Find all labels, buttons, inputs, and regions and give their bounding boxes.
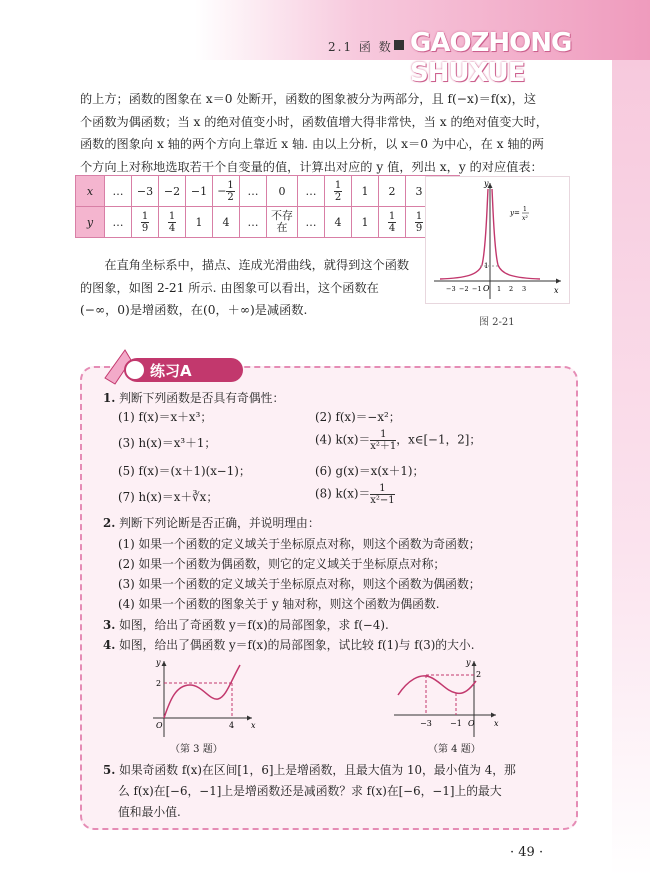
table-cell: … xyxy=(105,176,132,207)
table-cell: −3 xyxy=(132,176,159,207)
numerator: 1 xyxy=(168,210,176,222)
origin-label: O xyxy=(483,284,490,293)
sub-item: (2) 如果一个函数为偶函数，则它的定义域关于坐标原点对称； xyxy=(118,557,446,571)
exercise-title-badge xyxy=(95,346,255,390)
table-cell xyxy=(132,207,159,238)
x-tick-label: −1 xyxy=(472,285,482,293)
odd-function-curve xyxy=(164,665,240,718)
question-1 xyxy=(103,390,284,406)
numerator: 1 xyxy=(334,179,342,191)
tick-label: 2 xyxy=(156,679,162,688)
denominator: 9 xyxy=(415,222,423,234)
table-cell: 2 xyxy=(379,176,406,207)
table-cell: 4 xyxy=(325,207,352,238)
fraction xyxy=(370,483,394,506)
even-function-curve xyxy=(398,676,476,695)
denominator: 9 xyxy=(141,222,149,234)
numerator: 1 xyxy=(388,210,396,222)
question-2 xyxy=(103,515,320,531)
fraction xyxy=(141,211,149,234)
right-margin-band xyxy=(612,60,650,877)
square-icon xyxy=(394,40,404,50)
intro-line: 个函数为偶函数；当 x 的绝对值变小时，函数值增大得非常快，当 x 的绝对值变大时， xyxy=(80,114,548,129)
y-arrow-icon xyxy=(472,661,477,666)
y-label: y xyxy=(466,658,471,667)
sub-item: (1) f(x)＝x＋x³； xyxy=(118,410,213,424)
question-number: 3. xyxy=(103,618,116,632)
exercise-title: 练习A xyxy=(150,362,192,380)
table-cell: … xyxy=(240,207,267,238)
denominator: 4 xyxy=(168,222,176,234)
question-number: 2. xyxy=(103,516,116,530)
question-text: 么 f(x)在[−6，−1]上是增函数还是减函数？求 f(x)在[−6，−1]上的最大 xyxy=(118,784,502,798)
figure-caption: 图 2-21 xyxy=(479,317,515,328)
fraction xyxy=(168,211,176,234)
sub-item: (7) h(x)＝x＋∛x； xyxy=(118,490,219,504)
y-tick-label: 1 xyxy=(484,262,489,270)
denominator: x²＋1 xyxy=(370,441,397,452)
x-label: x xyxy=(251,721,256,730)
formula-denominator: x² xyxy=(522,215,528,222)
table-cell xyxy=(213,176,240,207)
sub-item: (4) 如果一个函数的图象关于 y 轴对称，则这个函数为偶函数. xyxy=(118,597,440,611)
fraction xyxy=(226,180,234,203)
minus-sign: − xyxy=(217,184,227,197)
tick-label: 4 xyxy=(229,721,235,730)
question-text: 值和最小值. xyxy=(118,805,181,819)
figure-caption: （第 4 题） xyxy=(428,744,481,755)
header-pinyin: GAOZHONG SHUXUE xyxy=(410,28,572,88)
description-text: 在直角坐标系中，描点、连成光滑曲线，就得到这个函数的图象，如图 2-21 所示. 由图象可以看出，这个函数在(−∞，0)是增函数，在(0，＋∞)是减函数. xyxy=(80,258,410,317)
x-tick-label: 3 xyxy=(522,285,527,293)
intro-paragraph xyxy=(80,88,560,178)
page-header xyxy=(0,0,650,88)
sub-item-text: ，x∈[−1，2]； xyxy=(396,432,482,447)
x-tick-label: −2 xyxy=(459,285,469,293)
table-cell: … xyxy=(105,207,132,238)
undefined-text: 在 xyxy=(276,221,288,234)
table-cell xyxy=(325,176,352,207)
table-cell xyxy=(267,207,298,238)
tick-label: 2 xyxy=(476,670,482,679)
formula-label: y= xyxy=(510,209,520,217)
denominator: 4 xyxy=(388,222,396,234)
x-arrow-icon xyxy=(556,279,561,284)
denominator: x²−1 xyxy=(370,495,395,506)
curve-right xyxy=(492,189,540,279)
numerator: 1 xyxy=(227,179,234,191)
question-3 xyxy=(103,617,389,633)
numerator: 1 xyxy=(370,483,394,495)
question-number: 1. xyxy=(103,391,116,405)
fraction xyxy=(388,211,396,234)
numerator: 1 xyxy=(141,210,149,222)
sub-item: (2) f(x)＝−x²； xyxy=(315,410,401,424)
sub-item: (1) 如果一个函数的定义域关于坐标原点对称，则这个函数为奇函数； xyxy=(118,537,481,551)
question-text: 判断下列函数是否具有奇偶性： xyxy=(119,391,285,405)
x-arrow-icon xyxy=(247,716,252,721)
question-text: 如图，给出了偶函数 y＝f(x)的局部图象，试比较 f(1)与 f(3)的大小. xyxy=(119,638,475,652)
sub-item-text: (8) k(x)＝ xyxy=(315,486,371,501)
y-axis-label: y xyxy=(484,179,489,188)
page-number: · 49 · xyxy=(510,845,544,860)
intro-line: 函数的图象向 x 轴的两个方向上靠近 x 轴. 由以上分析，以 x＝0 为中心，在 x 轴的两 xyxy=(80,137,544,151)
graph-description xyxy=(80,254,415,322)
x-arrow-icon xyxy=(491,713,496,718)
sub-item: (5) f(x)＝(x＋1)(x−1)； xyxy=(118,464,251,478)
tick-label: −3 xyxy=(420,719,432,728)
question-5 xyxy=(103,762,516,778)
table-cell: −1 xyxy=(186,176,213,207)
formula-numerator: 1 xyxy=(523,206,527,213)
sub-item: (3) 如果一个函数的定义域关于坐标原点对称，则这个函数为偶函数； xyxy=(118,577,481,591)
sub-item-text: (4) k(x)＝ xyxy=(315,432,371,447)
undefined-text: 不存 xyxy=(271,209,293,222)
denominator: 2 xyxy=(227,191,234,203)
figure-question-3 xyxy=(148,655,260,740)
question-number: 4. xyxy=(103,638,116,652)
origin-label: O xyxy=(468,719,475,728)
numerator: 1 xyxy=(415,210,423,222)
pen-icon xyxy=(125,360,145,380)
y-label: y xyxy=(156,658,161,667)
table-cell: 0 xyxy=(267,176,298,207)
table-row-y xyxy=(76,207,460,238)
figure-caption: （第 3 题） xyxy=(170,744,223,755)
table-cell: … xyxy=(298,176,325,207)
table-cell: 1 xyxy=(186,207,213,238)
y-arrow-icon xyxy=(162,661,167,666)
sub-item xyxy=(315,429,481,452)
sub-item: (6) g(x)＝x(x＋1)； xyxy=(315,464,425,478)
intro-line: 的上方；函数的图象在 x＝0 处断开，函数的图象被分为两部分，且 f(−x)＝f(x)，这 xyxy=(80,92,537,106)
intro-line: 个方向上对称地选取若干个自变量的值，计算出对应的 y 值，列出 x，y 的对应值表： xyxy=(80,159,543,174)
table-cell: 1 xyxy=(352,207,379,238)
x-tick-label: 1 xyxy=(497,285,502,293)
x-tick-label: −3 xyxy=(446,285,456,293)
reciprocal-square-graph xyxy=(426,177,569,303)
x-axis-label: x xyxy=(554,286,559,295)
figure-2-21 xyxy=(425,176,570,304)
fraction xyxy=(334,180,342,203)
table-header-x: x xyxy=(76,176,105,207)
table-cell: … xyxy=(240,176,267,207)
table-cell xyxy=(379,207,406,238)
table-row-x xyxy=(76,176,460,207)
table-cell xyxy=(159,207,186,238)
x-tick-label: 2 xyxy=(509,285,514,293)
numerator: 1 xyxy=(370,429,396,441)
question-text: 如图，给出了奇函数 y＝f(x)的局部图象，求 f(−4). xyxy=(119,618,389,632)
table-cell: 4 xyxy=(213,207,240,238)
question-text: 如果奇函数 f(x)在区间[1，6]上是增函数，且最大值为 10，最小值为 4，那 xyxy=(119,763,516,777)
question-4 xyxy=(103,637,474,653)
table-cell: 1 xyxy=(352,176,379,207)
question-number: 5. xyxy=(103,763,116,777)
fraction xyxy=(370,429,396,452)
denominator: 2 xyxy=(334,191,342,203)
table-cell: … xyxy=(298,207,325,238)
section-title: 2.1 函 数 xyxy=(328,40,393,54)
question-text: 判断下列论断是否正确，并说明理由： xyxy=(119,516,320,530)
x-label: x xyxy=(494,719,499,728)
fraction xyxy=(415,211,423,234)
sub-item xyxy=(315,483,395,506)
table-cell: −2 xyxy=(159,176,186,207)
table-header-y: y xyxy=(76,207,105,238)
value-table xyxy=(75,175,460,238)
figure-question-4 xyxy=(390,655,502,740)
sub-item: (3) h(x)＝x³＋1； xyxy=(118,436,217,450)
origin-label: O xyxy=(156,721,163,730)
tick-label: −1 xyxy=(450,719,462,728)
table-cell: 3 xyxy=(406,176,433,207)
